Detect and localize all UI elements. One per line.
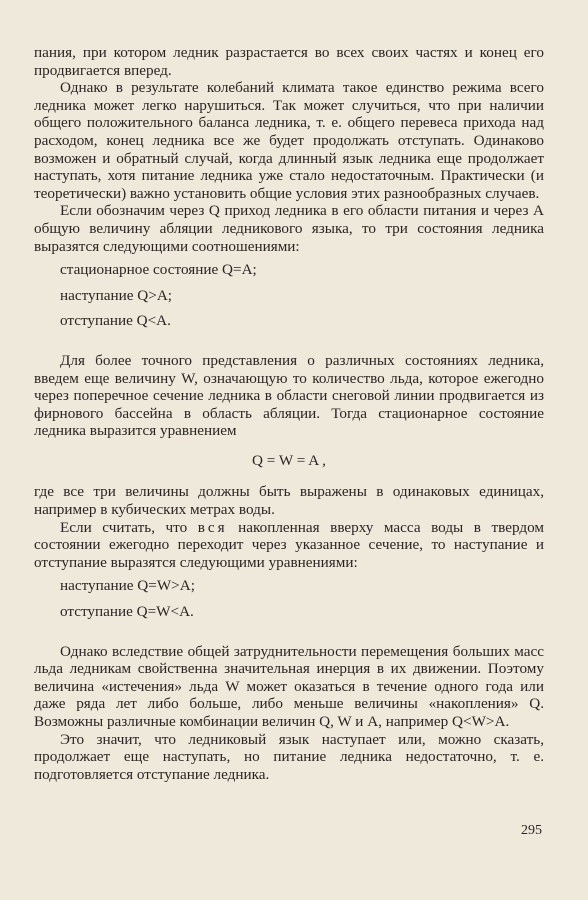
motion-formulas: [60, 577, 544, 620]
paragraph-6: [34, 519, 544, 572]
paragraph-6-end: накопленная вверху масса воды в твердом состоянии ежегодно переходит через указанное сечение, то наступание и отступание выразятся следующими уравнениями:: [34, 518, 544, 571]
paragraph-5: где все три величины должны быть выражены в одинаковых единицах, например в кубических метрах воды.: [34, 483, 544, 519]
paragraph-2: Однако в результате колебаний климата такое единство режима всего ледника может легко нарушиться. Так может случиться, что при наличии общего положительного баланса ледника, т. е. общего перевеса прихода над расходом, конец ледника все же будет продолжать отступать. Одинаково возможен и обратный случай, когда длинный язык ледника еще продолжает наступать, хотя питание ледника уже стало недостаточным. Практически (и теоретически) важно установить общие условия этих разнообразных случаев.: [34, 79, 544, 202]
paragraph-7: Однако вследствие общей затруднительности перемещения больших масс льда ледникам свойственна значительная инерция в их движении. Поэтому величина «истечения» льда W может оказаться в течение одного года или даже ряда лет либо больше, либо меньше величины «накопления» Q. Возможны различные комбинации величин Q, W и A, например Q<W>A.: [34, 642, 544, 730]
formula-stationary-state: стационарное состояние Q=A;: [60, 261, 257, 279]
page-number: 295: [521, 823, 542, 838]
paragraph-3: Если обозначим через Q приход ледника в его области питания и через A общую величину абляции ледникового языка, то три состояния ледника выразятся следующими соотношениями:: [34, 202, 544, 255]
formula-stationary-equation: Q = W = A ,: [252, 451, 326, 469]
formula-retreat-w: отступание Q=W<A.: [60, 603, 194, 621]
paragraph-1: пания, при котором ледник разрастается во всех своих частях и конец его продвигается вперед.: [34, 44, 544, 79]
paragraph-4: Для более точного представления о различных состояниях ледника, введем еще величину W, означающую то количество льда, которое ежегодно через поперечное сечение ледника в области снеговой линии продвигается из фирнового бассейна в область абляции. Тогда стационарное состояние ледника выразится уравнением: [34, 351, 544, 440]
paragraph-8: Это значит, что ледниковый язык наступает или, можно сказать, продолжает еще наступать, но питание ледника недостаточно, т. е. подготовляется отступание ледника.: [34, 730, 544, 783]
paragraph-6-start: Если считать, что: [60, 518, 188, 536]
paragraph-6-emphasis: вся: [197, 518, 228, 536]
formula-advance: наступание Q>A;: [60, 286, 173, 304]
page-body: [34, 44, 544, 783]
formula-advance-w: наступание Q=W>A;: [60, 577, 195, 595]
state-formulas: [60, 261, 544, 330]
formula-retreat: отступание Q<A.: [60, 312, 171, 330]
